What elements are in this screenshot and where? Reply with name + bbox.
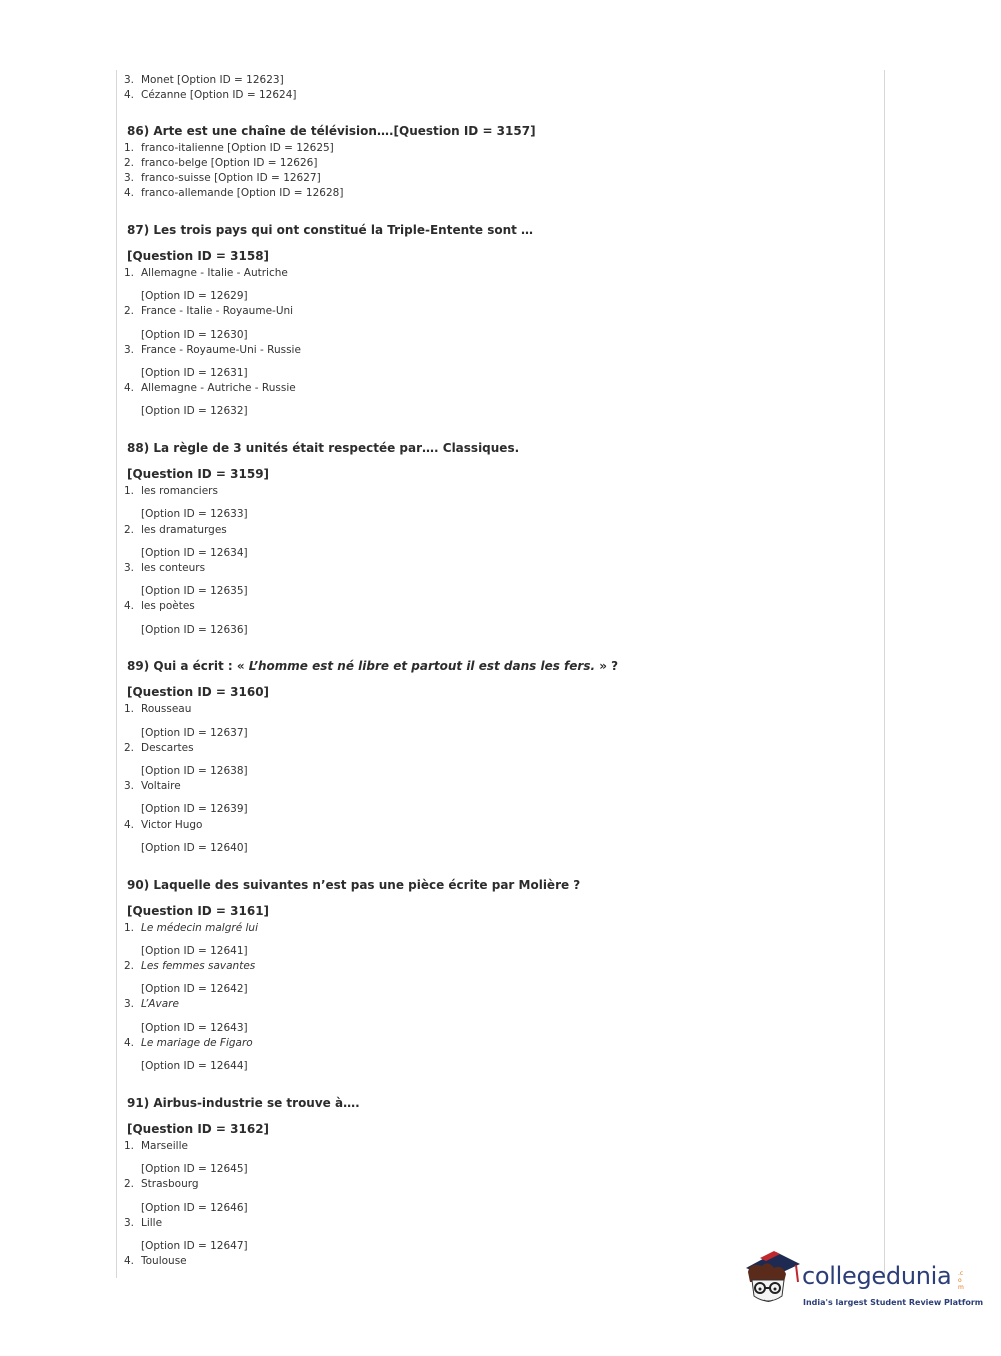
option-number: 3.: [124, 1217, 135, 1229]
brand-domain-suffix: .com: [958, 1270, 964, 1291]
option-number: 4.: [124, 89, 135, 101]
q88-option-3-id: [Option ID = 12635]: [141, 585, 248, 597]
q89-question-id: [Question ID = 3160]: [127, 685, 270, 699]
option-text: Victor Hugo: [141, 819, 203, 831]
option-number: 3.: [124, 172, 135, 184]
option-text: franco-suisse [Option ID = 12627]: [141, 172, 321, 184]
q90-option-2-id: [Option ID = 12642]: [141, 983, 248, 995]
q91-option-3-id: [Option ID = 12647]: [141, 1240, 248, 1252]
q86-option-2: [124, 157, 317, 170]
q90-option-3-id: [Option ID = 12643]: [141, 1022, 248, 1034]
option-number: 2.: [124, 524, 135, 536]
option-text: franco-belge [Option ID = 12626]: [141, 157, 318, 169]
q88-option-2: [124, 524, 227, 537]
q86-option-4: [124, 187, 343, 200]
option-text: les dramaturges: [141, 524, 227, 536]
q91-option-2: [124, 1178, 199, 1191]
option-text: Descartes: [141, 742, 194, 754]
q91-option-2-id: [Option ID = 12646]: [141, 1202, 248, 1214]
option-number: 4.: [124, 1037, 135, 1049]
brand-tagline: India's largest Student Review Platform: [803, 1298, 984, 1307]
option-number: 4.: [124, 600, 135, 612]
option-number: 3.: [124, 562, 135, 574]
q89-option-3: [124, 780, 181, 793]
option-text: Le mariage de Figaro: [141, 1037, 253, 1049]
option-number: 2.: [124, 305, 135, 317]
option-text: Lille: [141, 1217, 163, 1229]
option-number: 1.: [124, 922, 135, 934]
q89-option-1: [124, 703, 191, 716]
q90-option-1: [124, 922, 258, 935]
q89-option-2-id: [Option ID = 12638]: [141, 765, 248, 777]
q91-option-1: [124, 1140, 188, 1153]
q87-option-3-id: [Option ID = 12631]: [141, 367, 248, 379]
right-margin-rule: [884, 70, 885, 1278]
option-number: 1.: [124, 1140, 135, 1152]
option-number: 2.: [124, 742, 135, 754]
option-text: Rousseau: [141, 703, 192, 715]
q88-option-4: [124, 600, 195, 613]
option-number: 4.: [124, 819, 135, 831]
q90-option-3: [124, 998, 179, 1011]
q89-header: [127, 659, 618, 674]
option-number: 1.: [124, 142, 135, 154]
q88-option-1: [124, 485, 218, 498]
q85-option-3: [124, 74, 284, 87]
option-text: Cézanne [Option ID = 12624]: [141, 89, 297, 101]
q89-option-3-id: [Option ID = 12639]: [141, 803, 248, 815]
option-text: France - Italie - Royaume-Uni: [141, 305, 294, 317]
q87-option-2: [124, 305, 293, 318]
q88-option-1-id: [Option ID = 12633]: [141, 508, 248, 520]
q87-header: 87) Les trois pays qui ont constitué la Triple-Entente sont …: [127, 223, 534, 237]
q86-option-3: [124, 172, 321, 185]
option-number: 4.: [124, 187, 135, 199]
option-number: 4.: [124, 382, 135, 394]
option-text: Toulouse: [141, 1255, 187, 1267]
q88-question-id: [Question ID = 3159]: [127, 467, 270, 481]
q87-question-id: [Question ID = 3158]: [127, 249, 270, 263]
q89-option-2: [124, 742, 194, 755]
option-text: Allemagne - Autriche - Russie: [141, 382, 296, 394]
cap-tassel: [796, 1265, 798, 1282]
option-number: 3.: [124, 998, 135, 1010]
q89-option-1-id: [Option ID = 12637]: [141, 727, 248, 739]
brand-name: collegedunia: [802, 1262, 952, 1290]
q85-option-4: [124, 89, 296, 102]
q87-option-4-id: [Option ID = 12632]: [141, 405, 248, 417]
q91-question-id: [Question ID = 3162]: [127, 1122, 270, 1136]
q91-option-4: [124, 1255, 187, 1268]
option-text: Monet [Option ID = 12623]: [141, 74, 284, 86]
option-text: les romanciers: [141, 485, 218, 497]
option-text: Les femmes savantes: [141, 960, 256, 972]
q87-option-1: [124, 267, 288, 280]
q91-option-1-id: [Option ID = 12645]: [141, 1163, 248, 1175]
q87-option-1-id: [Option ID = 12629]: [141, 290, 248, 302]
eye-left: [759, 1288, 762, 1291]
q90-option-2: [124, 960, 255, 973]
option-text: les conteurs: [141, 562, 206, 574]
option-text: Allemagne - Italie - Autriche: [141, 267, 288, 279]
option-number: 4.: [124, 1255, 135, 1267]
q89-header-quote: L’homme est né libre et partout il est dans les fers.: [248, 659, 596, 673]
option-number: 1.: [124, 485, 135, 497]
q88-option-4-id: [Option ID = 12636]: [141, 624, 248, 636]
option-text: franco-allemande [Option ID = 12628]: [141, 187, 344, 199]
option-number: 3.: [124, 74, 135, 86]
q90-option-4-id: [Option ID = 12644]: [141, 1060, 248, 1072]
q90-question-id: [Question ID = 3161]: [127, 904, 270, 918]
option-text: L’Avare: [141, 998, 179, 1010]
option-number: 2.: [124, 960, 135, 972]
option-text: Le médecin malgré lui: [141, 922, 258, 934]
option-number: 3.: [124, 780, 135, 792]
option-number: 1.: [124, 267, 135, 279]
q87-option-3: [124, 344, 301, 357]
q89-option-4: [124, 819, 202, 832]
option-text: France - Royaume-Uni - Russie: [141, 344, 301, 356]
left-margin-rule: [116, 70, 117, 1278]
q91-option-3: [124, 1217, 162, 1230]
q90-header: 90) Laquelle des suivantes n’est pas une pièce écrite par Molière ?: [127, 878, 581, 892]
option-text: Marseille: [141, 1140, 188, 1152]
q88-option-3: [124, 562, 205, 575]
option-number: 1.: [124, 703, 135, 715]
q89-option-4-id: [Option ID = 12640]: [141, 842, 248, 854]
option-number: 2.: [124, 1178, 135, 1190]
q88-header: 88) La règle de 3 unités était respectée par…. Classiques.: [127, 441, 520, 455]
q89-header-suffix: » ?: [595, 659, 619, 673]
q90-option-4: [124, 1037, 253, 1050]
q88-option-2-id: [Option ID = 12634]: [141, 547, 248, 559]
option-text: les poètes: [141, 600, 195, 612]
q91-header: 91) Airbus-industrie se trouve à….: [127, 1096, 360, 1110]
option-text: Strasbourg: [141, 1178, 199, 1190]
option-text: franco-italienne [Option ID = 12625]: [141, 142, 334, 154]
eye-right: [774, 1288, 777, 1291]
q87-option-2-id: [Option ID = 12630]: [141, 329, 248, 341]
option-number: 3.: [124, 344, 135, 356]
q87-option-4: [124, 382, 296, 395]
option-text: Voltaire: [141, 780, 181, 792]
q90-option-1-id: [Option ID = 12641]: [141, 945, 248, 957]
option-number: 2.: [124, 157, 135, 169]
q86-header: 86) Arte est une chaîne de télévision….[Question ID = 3157]: [127, 124, 536, 138]
q86-option-1: [124, 142, 334, 155]
q89-header-prefix: 89) Qui a écrit : «: [127, 659, 249, 673]
